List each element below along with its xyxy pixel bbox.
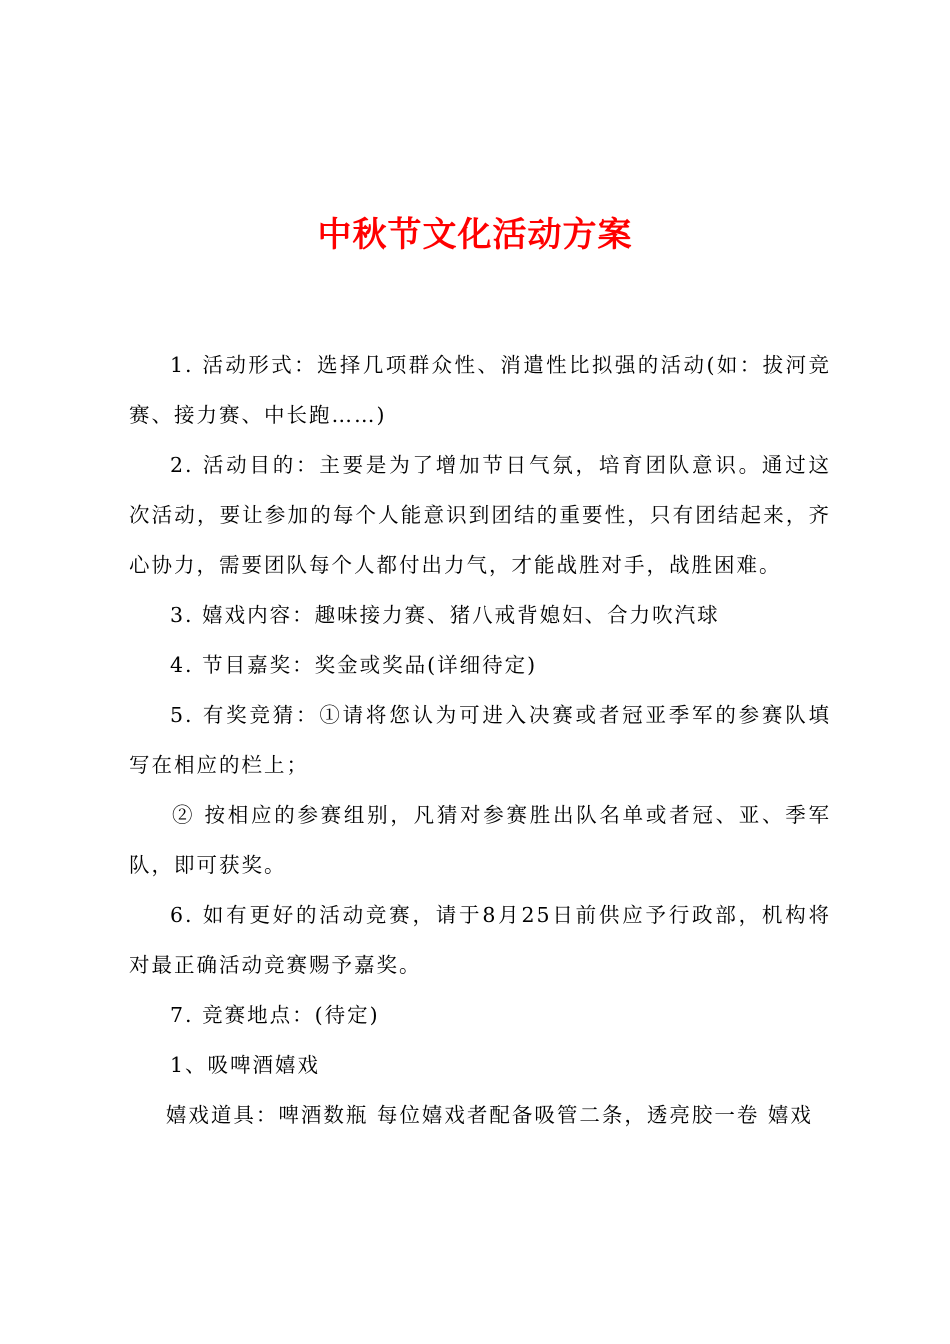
paragraph-beer-game: 1、吸啤酒嬉戏 [170, 1053, 321, 1077]
paragraph-prize-guess: 5. 有奖竞猜：①请将您认为可进入决赛或者冠亚季军的参赛队填写在相应的栏上； [129, 703, 831, 777]
paragraph-game-content: 3. 嬉戏内容：趣味接力赛、猪八戒背媳妇、合力吹汽球 [170, 603, 720, 627]
paragraph-location: 7. 竞赛地点：(待定) [170, 1003, 380, 1027]
paragraph-activity-purpose: 2. 活动目的：主要是为了增加节日气氛，培育团队意识。通过这次活动，要让参加的每个人能意识到团结的重要性，只有团结起来，齐心协力，需要团队每个人都付出力气，才能战胜对手，战胜困难。 [129, 453, 831, 577]
paragraph-game-props: 嬉戏道具：啤酒数瓶 每位嬉戏者配备吸管二条，透亮胶一卷 嬉戏 [165, 1103, 813, 1127]
paragraph-program-reward: 4. 节目嘉奖：奖金或奖品(详细待定) [170, 653, 538, 677]
document-title: 中秋节文化活动方案 [317, 215, 633, 255]
paragraph-activity-form: 1. 活动形式：选择几项群众性、消遣性比拟强的活动(如：拔河竞赛、接力赛、中长跑……) [129, 353, 831, 427]
paragraph-better-activity: 6. 如有更好的活动竞赛，请于8月25日前供应予行政部，机构将对最正确活动竞赛赐予嘉奖。 [129, 903, 831, 977]
document-body [129, 340, 831, 1140]
paragraph-prize-guess-second: ② 按相应的参赛组别，凡猜对参赛胜出队名单或者冠、亚、季军队，即可获奖。 [129, 803, 831, 877]
